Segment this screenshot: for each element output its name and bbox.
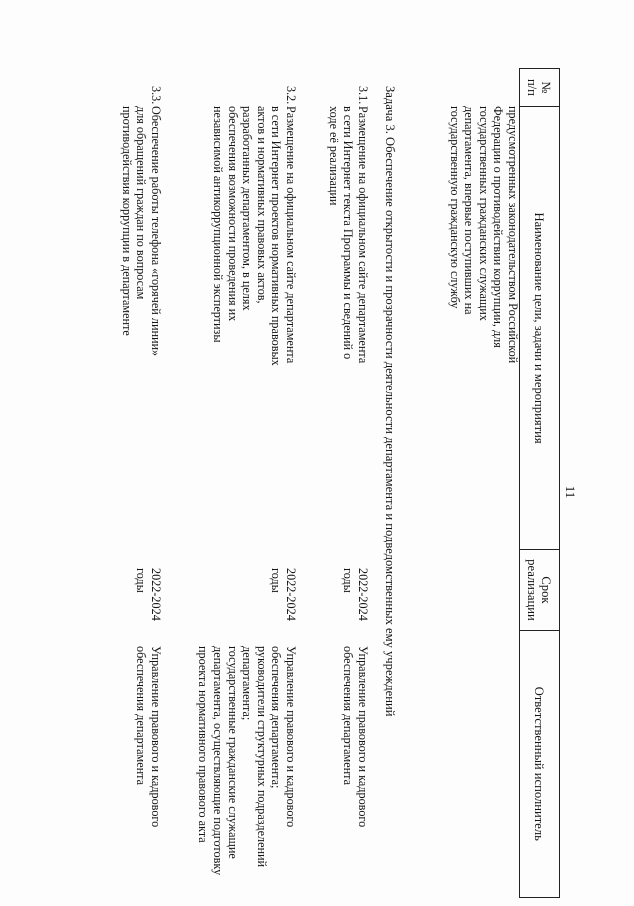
row-responsible: Управление правового и кадрового обеспечения департамента [134, 646, 163, 828]
header-term: Срок реализации [520, 550, 560, 630]
table-header-row [520, 69, 560, 898]
row-responsible: Управление правового и кадрового обеспечения департамента; руководители структурных подразделений департамента; государственные гражданские служащие департамента, осуществляющие подготовку проекта нормативного правового акта [196, 646, 298, 876]
continuation-text: предусмотренных законодательством Российской Федерации о противодействии коррупции, для государственных гражданских служащих департамента, впервые поступивших на государственную гражданскую службу [447, 106, 520, 364]
row-name: Размещение на официальном сайте департамента в сети Интернет текста Программы и сведений о ходе её реализации [326, 106, 370, 364]
row-responsible: Управление правового и кадрового обеспечения департамента [341, 646, 370, 828]
row-term: 2022-2024 годы [341, 568, 370, 621]
document-sheet [0, 6, 560, 906]
row-number: 3.3. [149, 86, 163, 105]
page-number: 11 [563, 485, 578, 499]
table-header [519, 68, 560, 898]
row-term: 2022-2024 годы [269, 568, 298, 621]
row-number: 3.1. [356, 86, 370, 105]
header-name: Наименование цели, задачи и мероприятия [520, 106, 560, 549]
task-title: Задача 3. Обеспечение открытости и прозрачности деятельности департамента и подведомственных ему учреждений [383, 86, 397, 717]
row-number: 3.2. [284, 86, 298, 105]
header-number: № п/п [520, 69, 560, 107]
row-name: Размещение на официальном сайте департамента в сети Интернет проектов нормативных правовых актов и нормативных правовых актов, разработанных департаментом, в целях обеспечения возможности проведения их независимой антикоррупционной экспертизы [211, 106, 298, 366]
row-name: Обеспечение работы телефона «горячей линии» для обращений граждан по вопросам противодействия коррупции в департаменте [119, 106, 163, 357]
row-term: 2022-2024 годы [134, 568, 163, 621]
header-responsible: Ответственный исполнитель [520, 630, 560, 897]
